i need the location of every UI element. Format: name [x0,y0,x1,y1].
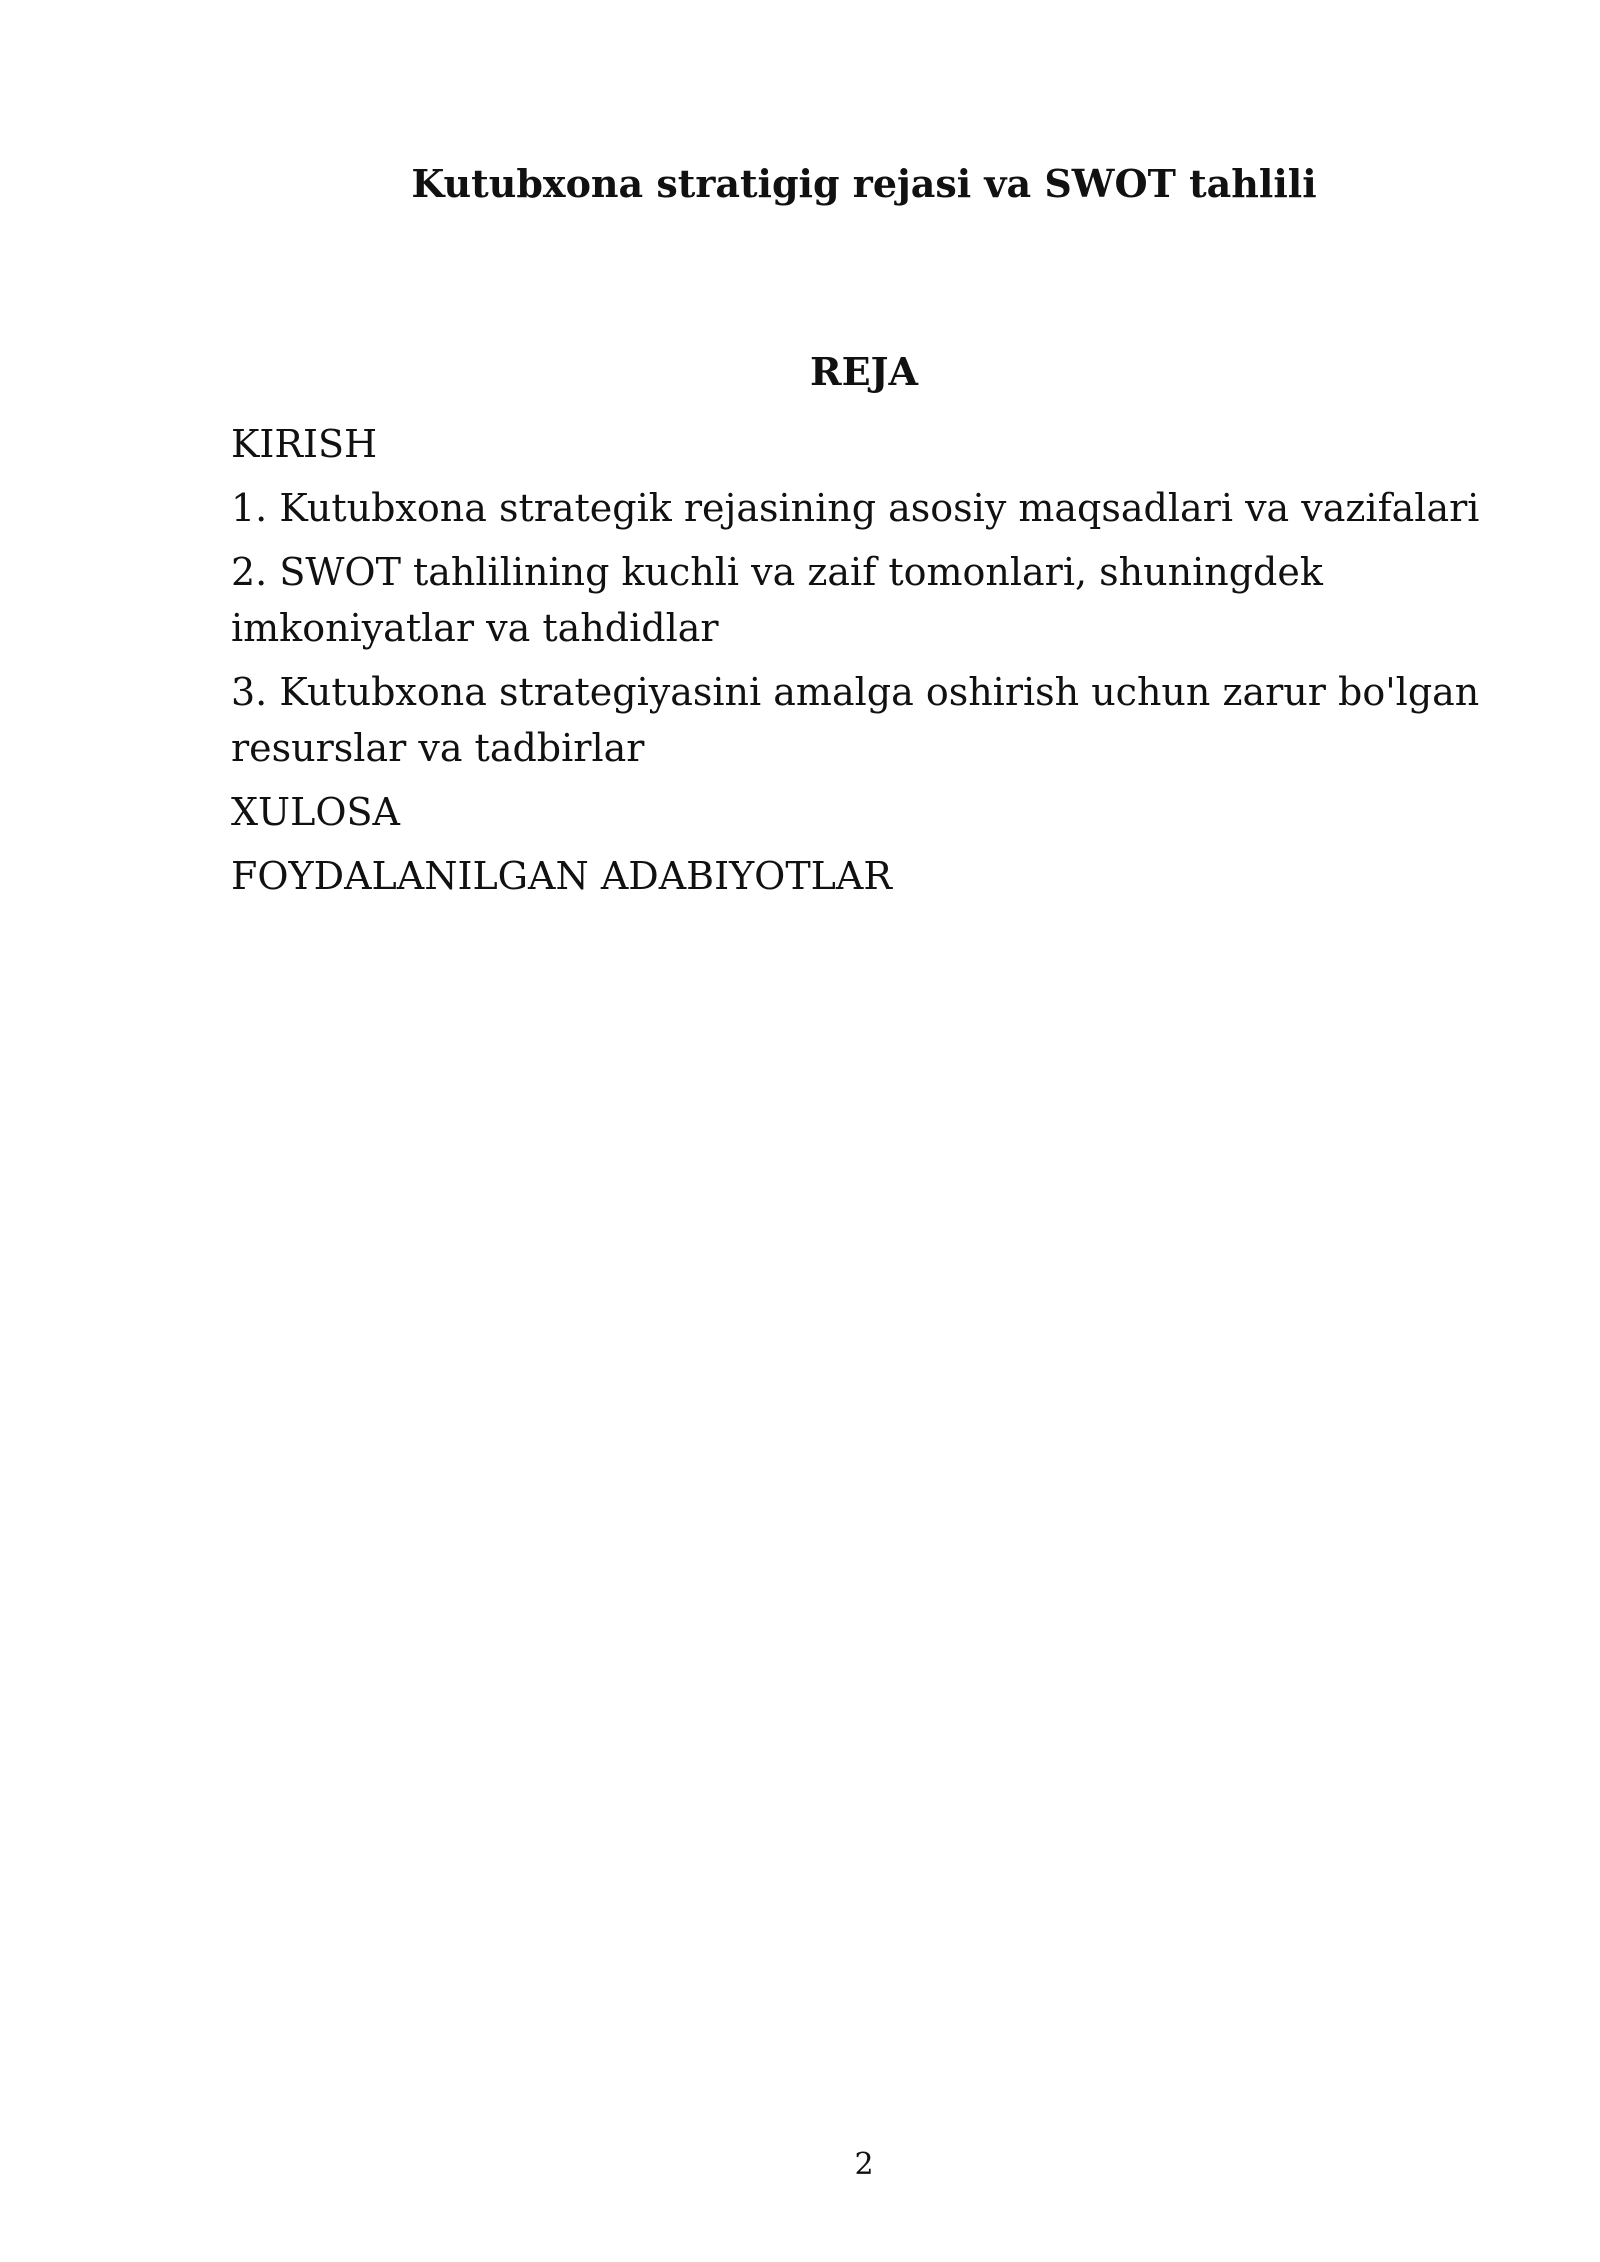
toc-item-3: 3. Kutubxona strategiyasini amalga oshirish uchun zarur bo'lgan resurslar va tadbirlar [231,670,1480,770]
plan-heading: REJA [809,349,918,394]
toc-item-1: 1. Kutubxona strategik rejasining asosiy maqsadlari va vazifalari [231,486,1480,530]
table-of-contents [231,416,1531,912]
toc-item-introduction: KIRISH [231,422,378,466]
page-number: 2 [854,2147,874,2182]
toc-item-conclusion: XULOSA [231,790,400,834]
document-title: Kutubxona stratigig rejasi va SWOT tahlili [411,161,1317,206]
toc-item-2: 2. SWOT tahlilining kuchli va zaif tomonlari, shuningdek imkoniyatlar va tahdidlar [231,550,1323,650]
toc-item-references: FOYDALANILGAN ADABIYOTLAR [231,854,892,898]
